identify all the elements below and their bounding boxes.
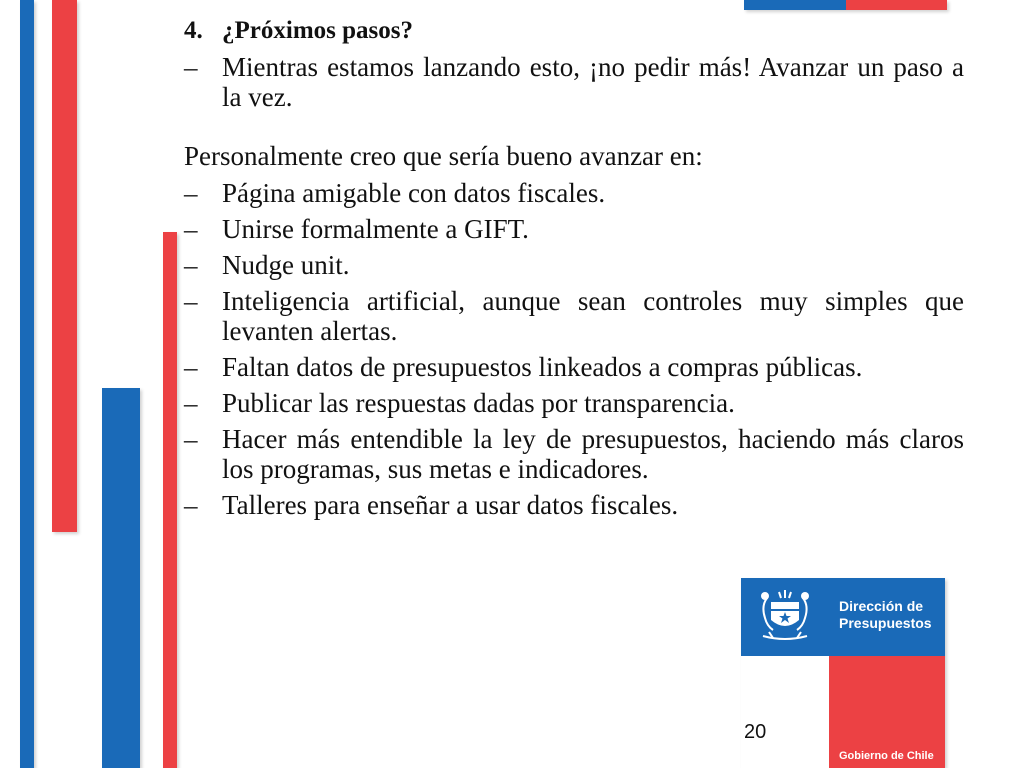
list-item bbox=[184, 250, 964, 280]
dash-marker: – bbox=[184, 52, 198, 82]
first-point bbox=[184, 52, 964, 112]
dash-marker: – bbox=[184, 178, 198, 208]
decorative-bar-blue-1 bbox=[20, 0, 34, 768]
heading-text: ¿Próximos pasos? bbox=[222, 17, 413, 44]
dash-marker: – bbox=[184, 388, 198, 418]
page-number: 20 bbox=[744, 721, 767, 743]
logo-government bbox=[829, 656, 945, 768]
dash-marker: – bbox=[184, 250, 198, 280]
government-logo bbox=[741, 578, 945, 768]
list-item-text: Inteligencia artificial, aunque sean controles muy simples que levanten alertas. bbox=[222, 286, 964, 346]
logo-text-panel bbox=[829, 578, 945, 768]
slide-heading bbox=[184, 14, 964, 48]
list-item bbox=[184, 424, 964, 484]
chile-coat-of-arms-icon bbox=[751, 584, 819, 646]
heading-number: 4. bbox=[184, 17, 203, 44]
decorative-top-strip bbox=[744, 0, 947, 10]
dash-marker: – bbox=[184, 490, 198, 520]
list-item-text: Nudge unit. bbox=[222, 250, 350, 280]
first-point-text: Mientras estamos lanzando esto, ¡no pedir más! Avanzar un paso a la vez. bbox=[222, 52, 964, 112]
list-item-text: Talleres para enseñar a usar datos fiscales. bbox=[222, 490, 679, 520]
logo-government-text: Gobierno de Chile bbox=[839, 750, 934, 762]
list-item-text: Página amigable con datos fiscales. bbox=[222, 178, 606, 208]
intro-text: Personalmente creo que sería bueno avanzar en: bbox=[184, 141, 703, 171]
list-item bbox=[184, 490, 964, 520]
top-strip-blue bbox=[744, 0, 846, 10]
dash-marker: – bbox=[184, 286, 198, 316]
logo-org-line1: Dirección de bbox=[839, 598, 924, 614]
list-item bbox=[184, 214, 964, 244]
list-item bbox=[184, 352, 964, 382]
decorative-bar-red-2 bbox=[163, 232, 177, 768]
list-item-text: Unirse formalmente a GIFT. bbox=[222, 214, 529, 244]
list-item bbox=[184, 178, 964, 208]
logo-org-line2: Presupuestos bbox=[839, 615, 932, 631]
dash-marker: – bbox=[184, 214, 198, 244]
list-item-text: Hacer más entendible la ley de presupuestos, haciendo más claros los programas, sus metas e indicadores. bbox=[222, 424, 964, 484]
list-item bbox=[184, 388, 964, 418]
slide-content bbox=[184, 14, 964, 520]
decorative-bar-red-1 bbox=[52, 0, 77, 532]
decorative-bar-blue-2 bbox=[102, 388, 140, 768]
list-item-text: Faltan datos de presupuestos linkeados a compras públicas. bbox=[222, 352, 863, 382]
list-item-text: Publicar las respuestas dadas por transparencia. bbox=[222, 388, 735, 418]
top-strip-red bbox=[846, 0, 948, 10]
dash-marker: – bbox=[184, 352, 198, 382]
logo-org-name bbox=[829, 578, 945, 656]
list-item bbox=[184, 286, 964, 346]
dash-marker: – bbox=[184, 424, 198, 454]
